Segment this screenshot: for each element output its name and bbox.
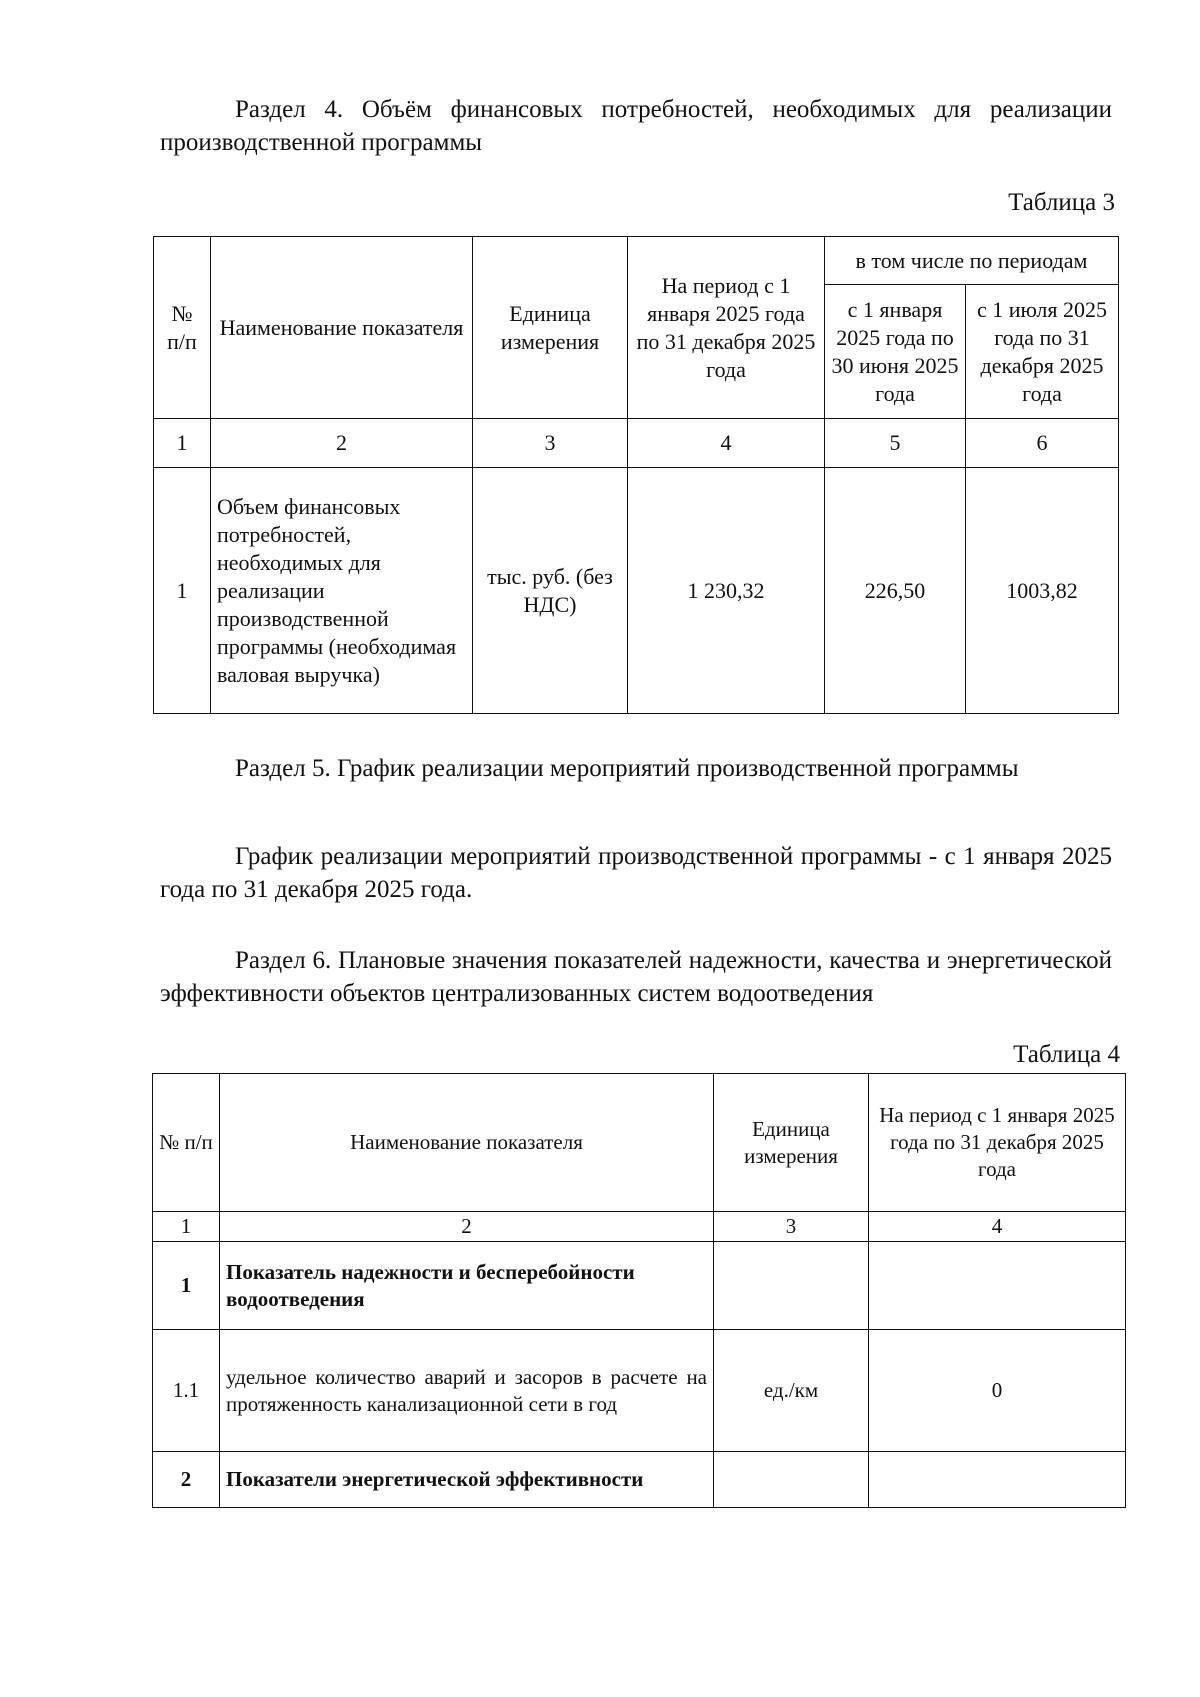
- row-num: 2: [153, 1452, 220, 1508]
- header-first-half: с 1 января 2025 года по 30 июня 2025 года: [825, 285, 966, 419]
- column-number: 5: [825, 419, 966, 468]
- row-unit: [714, 1452, 869, 1508]
- header-num: № п/п: [154, 237, 211, 419]
- column-number: 4: [869, 1212, 1126, 1242]
- header-name: Наименование показателя: [220, 1074, 714, 1212]
- column-numbers-row: [154, 419, 1119, 468]
- column-number: 2: [211, 419, 473, 468]
- row-first-half: 226,50: [825, 468, 966, 714]
- header-period: На период с 1 января 2025 года по 31 декабря 2025 года: [869, 1074, 1126, 1212]
- table-4-caption: Таблица 4: [1013, 1041, 1120, 1068]
- row-unit: [714, 1242, 869, 1330]
- row-second-half: 1003,82: [966, 468, 1119, 714]
- indicators-table: [152, 1073, 1126, 1508]
- header-period-group: в том числе по периодам: [825, 237, 1119, 285]
- row-name: Показатели энергетической эффективности: [220, 1452, 714, 1508]
- header-unit: Единица измерения: [473, 237, 628, 419]
- column-number: 6: [966, 419, 1119, 468]
- table-row: [153, 1452, 1126, 1508]
- row-total: 1 230,32: [628, 468, 825, 714]
- column-number: 1: [154, 419, 211, 468]
- row-num: 1: [153, 1242, 220, 1330]
- table-3-caption: Таблица 3: [1008, 189, 1115, 216]
- row-name: удельное количество аварий и засоров в расчете на протяженность канализационной сети в год: [220, 1330, 714, 1452]
- row-unit: ед./км: [714, 1330, 869, 1452]
- row-unit: тыс. руб. (без НДС): [473, 468, 628, 714]
- table-row: [153, 1330, 1126, 1452]
- header-num: № п/п: [153, 1074, 220, 1212]
- row-name: Показатель надежности и бесперебойности водоотведения: [220, 1242, 714, 1330]
- table-row: [154, 468, 1119, 714]
- column-number: 1: [153, 1212, 220, 1242]
- row-value: 0: [869, 1330, 1126, 1452]
- column-number: 4: [628, 419, 825, 468]
- header-unit: Единица измерения: [714, 1074, 869, 1212]
- row-value: [869, 1452, 1126, 1508]
- row-name: Объем финансовых потребностей, необходимых для реализации производственной программы (необходимая валовая выручка): [211, 468, 473, 714]
- section-5-heading: Раздел 5. График реализации мероприятий производственной программы: [235, 755, 1019, 782]
- row-num: 1.1: [153, 1330, 220, 1452]
- financial-needs-table: [153, 236, 1119, 714]
- section-6-heading: Раздел 6. Плановые значения показателей надежности, качества и энергетической эффективности объектов централизованных систем водоотведения: [160, 947, 1112, 1007]
- header-period: На период с 1 января 2025 года по 31 декабря 2025 года: [628, 237, 825, 419]
- row-num: 1: [154, 468, 211, 714]
- row-value: [869, 1242, 1126, 1330]
- column-number: 3: [714, 1212, 869, 1242]
- section-4-heading: Раздел 4. Объём финансовых потребностей, необходимых для реализации производственной программы: [160, 96, 1112, 156]
- table-row: [153, 1242, 1126, 1330]
- header-name: Наименование показателя: [211, 237, 473, 419]
- column-number: 2: [220, 1212, 714, 1242]
- column-numbers-row: [153, 1212, 1126, 1242]
- header-second-half: с 1 июля 2025 года по 31 декабря 2025 года: [966, 285, 1119, 419]
- section-5-text: График реализации мероприятий производственной программы - с 1 января 2025 года по 31 декабря 2025 года.: [160, 843, 1112, 903]
- column-number: 3: [473, 419, 628, 468]
